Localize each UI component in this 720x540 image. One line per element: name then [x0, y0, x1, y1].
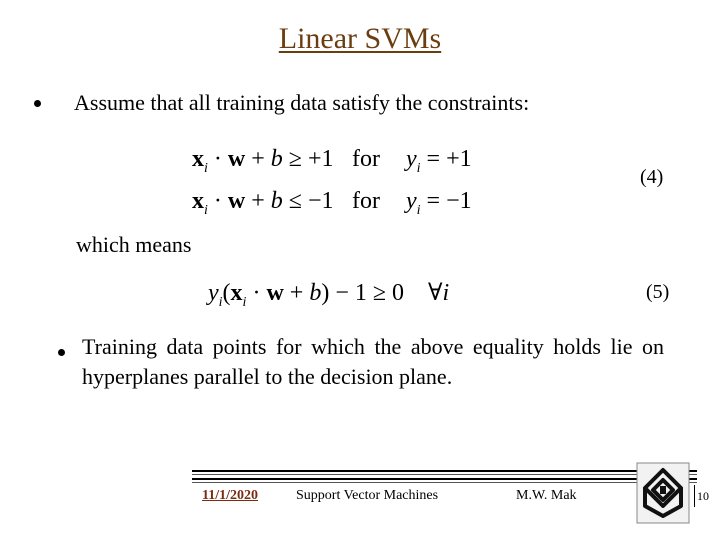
- equation-4-row-1: $x_i \cdot w + b \ge +1$: [192, 146, 334, 176]
- equation-4-for-1: for: [352, 146, 380, 172]
- slide-title: Linear SVMs: [278, 22, 442, 55]
- footer-date: 11/1/2020: [202, 488, 259, 503]
- university-logo-icon: [636, 462, 690, 524]
- footer-rule: [192, 478, 697, 480]
- equation-4-y-2: $y_i = -1$: [406, 188, 472, 218]
- footer-course: Support Vector Machines: [296, 488, 439, 503]
- footer-rule: [192, 474, 697, 475]
- equation-4-for-2: for: [352, 188, 380, 214]
- footer-rule: [192, 482, 697, 483]
- equation-4: [192, 146, 492, 220]
- equation-4-y-1: $y_i = +1$: [406, 146, 472, 176]
- footer-rule: [192, 470, 697, 472]
- which-means-text: which means: [76, 232, 192, 257]
- bullet-text-1: Assume that all training data satisfy the constraints:: [74, 90, 530, 115]
- bullet-dot: [34, 100, 41, 107]
- equation-5: $y_i(x_i \cdot w + b) - 1 \ge 0$ ∀i: [208, 280, 450, 310]
- bullet-dot: [58, 349, 65, 356]
- footer-author: M.W. Mak: [516, 488, 577, 503]
- bullet-text-2: Training data points for which the above equality holds lie on hyperplanes parallel to the decision plane.: [82, 334, 664, 389]
- equation-4-number: (4): [640, 166, 664, 188]
- equation-4-row-2: $x_i \cdot w + b \le -1$: [192, 188, 334, 218]
- equation-5-number: (5): [646, 281, 670, 303]
- footer-page-number: 10: [694, 485, 711, 507]
